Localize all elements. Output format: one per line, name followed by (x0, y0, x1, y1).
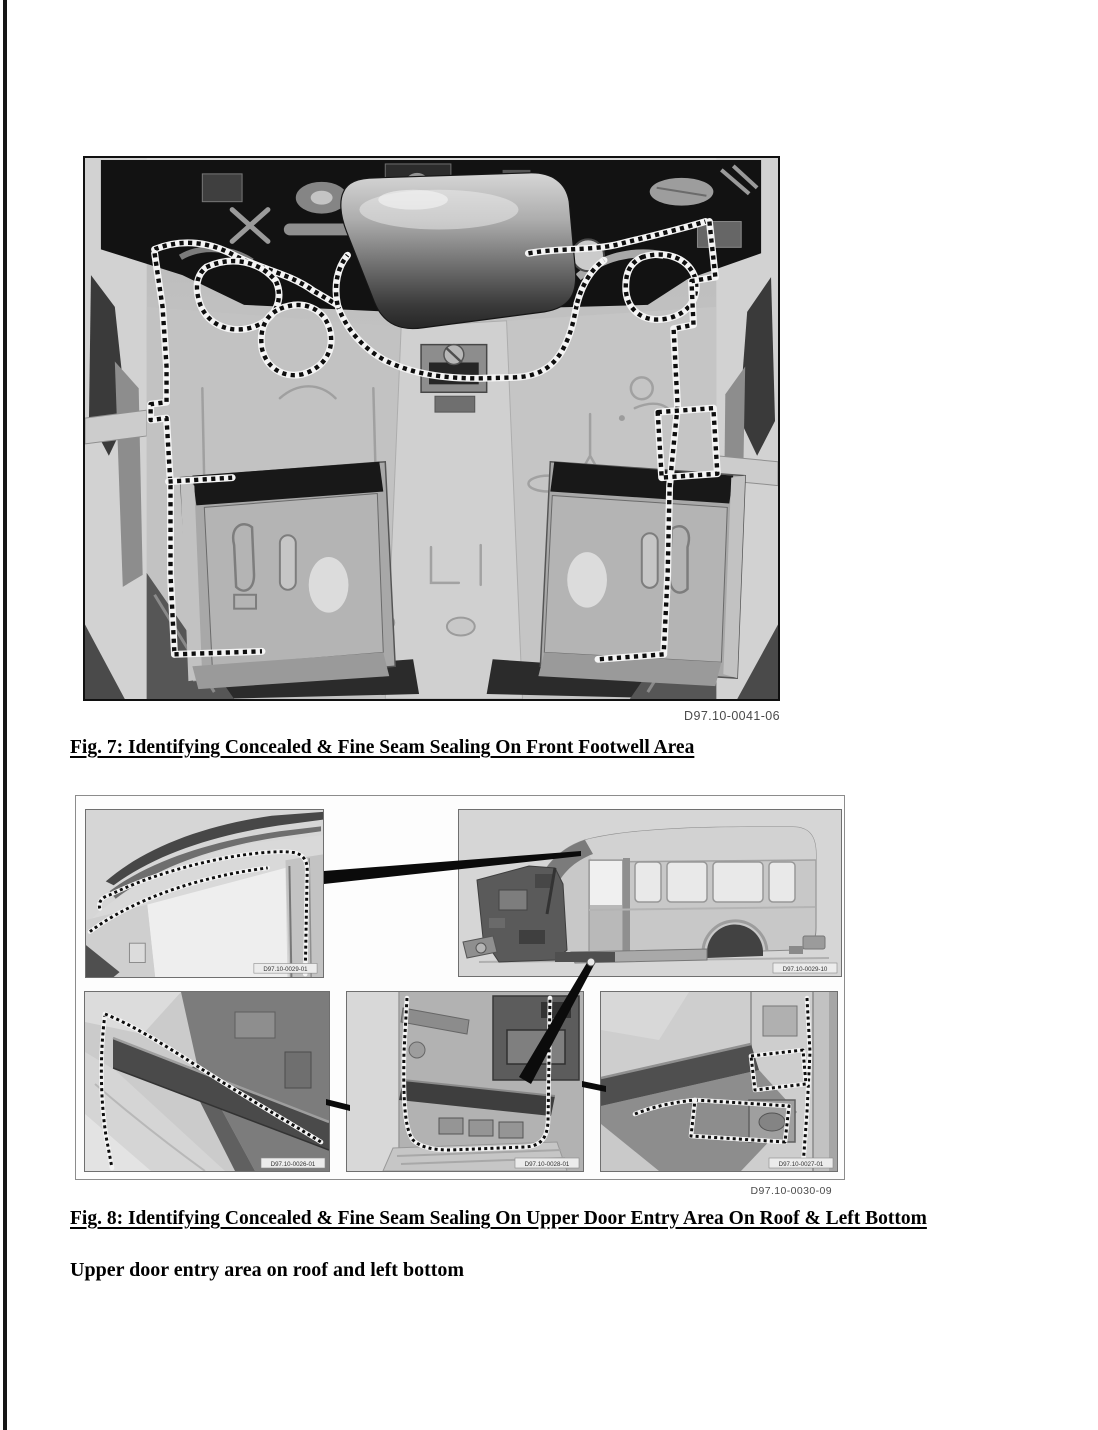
left-bottom-image (601, 992, 837, 1171)
body-text: Upper door entry area on roof and left bottom (70, 1259, 465, 1281)
figure7-caption: Fig. 7: Identifying Concealed & Fine Seam Sealing On Front Footwell Area (70, 737, 695, 758)
panel-label-door-entry-bottom: D97.10-0028-01 (524, 1161, 570, 1168)
left-sill-image (85, 992, 329, 1171)
roof-corner-image (86, 810, 323, 977)
figure7-image (85, 158, 778, 699)
van-side-image (459, 810, 841, 976)
door-entry-bottom-image (347, 992, 583, 1171)
figure8 (75, 795, 845, 1180)
figure8-panel-door-entry-bottom (346, 991, 584, 1172)
panel-label-van-side: D97.10-0029-10 (782, 966, 828, 973)
panel-label-roof-corner: D97.10-0029-01 (263, 967, 308, 974)
panel-label-left-sill: D97.10-0026-01 (270, 1161, 316, 1168)
page-left-rule (3, 0, 7, 1430)
figure8-panel-roof-corner (85, 809, 324, 978)
figure7-reference: D97.10-0041-06 (684, 709, 780, 723)
figure8-panel-van-side (458, 809, 842, 977)
figure8-reference: D97.10-0030-09 (750, 1185, 832, 1197)
figure7 (83, 156, 780, 701)
figure8-caption: Fig. 8: Identifying Concealed & Fine Seam Sealing On Upper Door Entry Area On Roof & Left Bottom (70, 1208, 927, 1229)
figure8-panel-left-sill (84, 991, 330, 1172)
figure8-panel-left-bottom (600, 991, 838, 1172)
panel-label-left-bottom: D97.10-0027-01 (778, 1161, 824, 1168)
